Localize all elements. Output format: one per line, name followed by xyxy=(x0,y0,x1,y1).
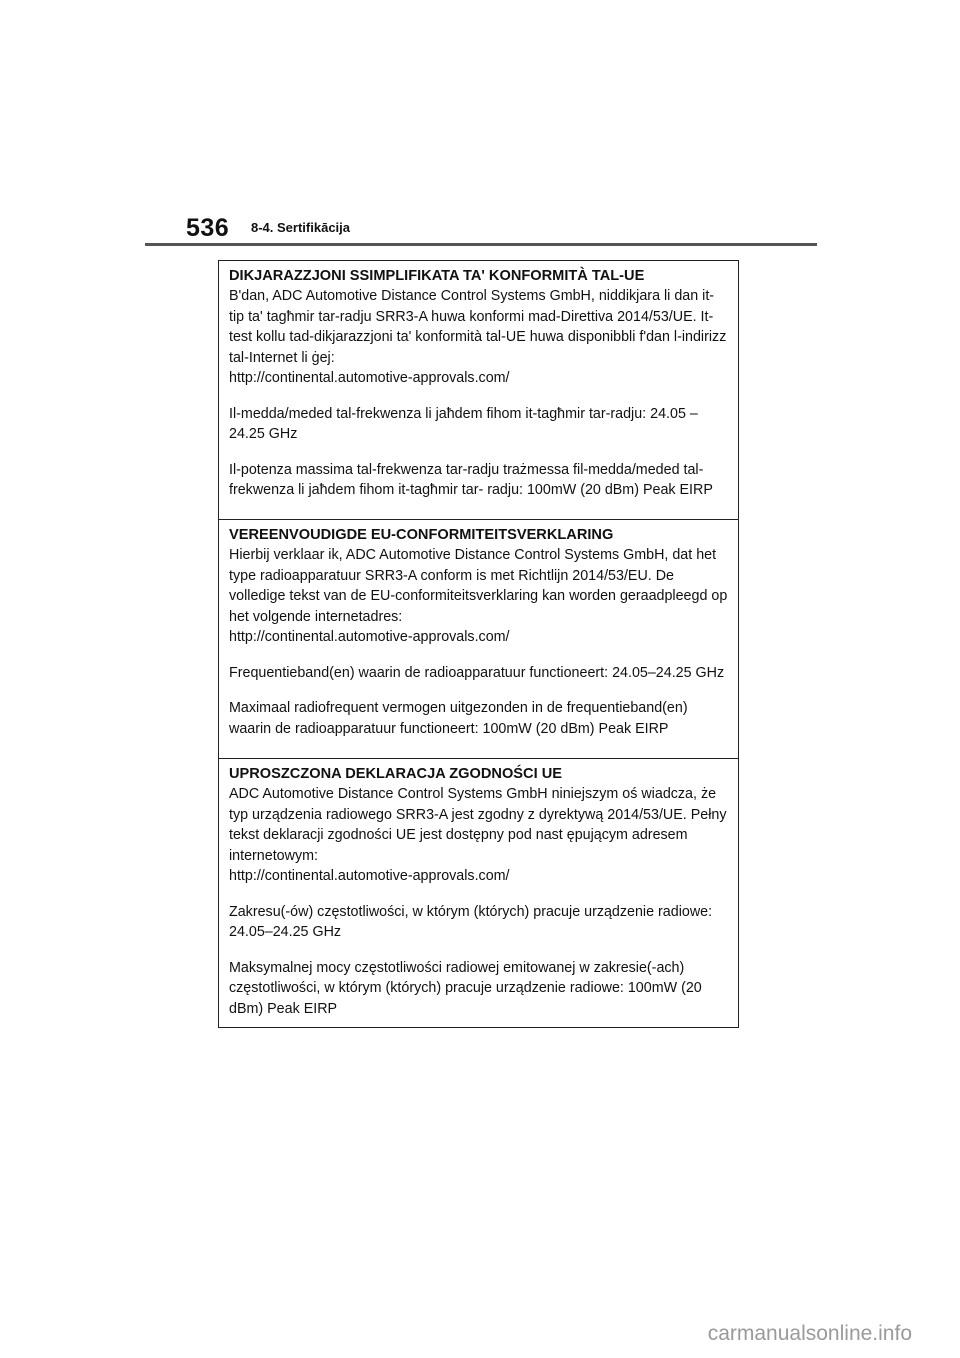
declaration-frequency-band: Il-medda/meded tal-frekwenza li jaħdem fihom it-tagħmir tar-radju: 24.05 –24.25 GHz xyxy=(229,405,698,442)
declaration-url: http://continental.automotive-approvals.com/ xyxy=(229,629,510,645)
declaration-max-power: Maksymalnej mocy częstotliwości radiowej emitowanej w zakresie(-ach) częstotliwości, w którym (których) pracuje urządzenie radiowe: 100mW (20 dBm) Peak EIRP xyxy=(229,959,702,1017)
declaration-maltese xyxy=(219,261,738,519)
declarations-box xyxy=(218,260,739,1028)
declaration-frequency-band: Frequentieband(en) waarin de radioapparatuur functioneert: 24.05–24.25 GHz xyxy=(229,664,725,681)
declaration-intro: ADC Automotive Distance Control Systems GmbH niniejszym oś wiadcza, że typ urządzenia radiowego SRR3-A jest zgodny z dyrektywą 2014/53/UE. Pełny tekst deklaracji zgodności UE jest dostępny pod nast ępującym adresem internetowym: xyxy=(229,786,727,864)
declaration-max-power: Il-potenza massima tal-frekwenza tar-radju trażmessa fil-medda/meded tal-frekwenza li jaħdem fihom it-tagħmir tar- radju: 100mW (20 dBm) Peak EIRP xyxy=(229,461,713,498)
declaration-url: http://continental.automotive-approvals.com/ xyxy=(229,370,510,386)
header-divider xyxy=(145,243,817,246)
declaration-heading: DIKJARAZZJONI SSIMPLIFIKATA TA' KONFORMITÀ TAL-UE xyxy=(229,268,645,284)
declaration-frequency-band: Zakresu(-ów) częstotliwości, w którym (których) pracuje urządzenie radiowe: 24.05–24.25 GHz xyxy=(229,903,713,940)
declaration-url: http://continental.automotive-approvals.com/ xyxy=(229,868,510,884)
declaration-heading: VEREENVOUDIGDE EU-CONFORMITEITSVERKLARING xyxy=(229,527,614,543)
declaration-max-power: Maximaal radiofrequent vermogen uitgezonden in de frequentieband(en) waarin de radioapparatuur functioneert: 100mW (20 dBm) Peak EIRP xyxy=(229,700,688,737)
watermark: carmanualsonline.info xyxy=(707,1322,912,1345)
declaration-heading: UPROSZCZONA DEKLARACJA ZGODNOŚCI UE xyxy=(229,766,562,782)
declaration-polish xyxy=(219,758,738,1027)
declaration-dutch xyxy=(219,519,738,758)
section-title: 8-4. Sertifikācija xyxy=(251,220,350,235)
declaration-intro: Hierbij verklaar ik, ADC Automotive Distance Control Systems GmbH, dat het type radioapparatuur SRR3-A conform is met Richtlijn 2014/53/EU. De volledige tekst van de EU-conformiteitsverklaring kan worden geraadpleegd op het volgende internetadres: xyxy=(229,547,728,625)
declaration-intro: B'dan, ADC Automotive Distance Control Systems GmbH, niddikjara li dan it-tip ta' tagħmir tar-radju SRR3-A huwa konformi mad-Direttiva 2014/53/UE. It-test kollu tad-dikjarazzjoni ta' konformità tal-UE huwa disponibbli f'dan l-indirizz tal-Internet li ġej: xyxy=(229,288,727,366)
page-number: 536 xyxy=(186,214,230,242)
